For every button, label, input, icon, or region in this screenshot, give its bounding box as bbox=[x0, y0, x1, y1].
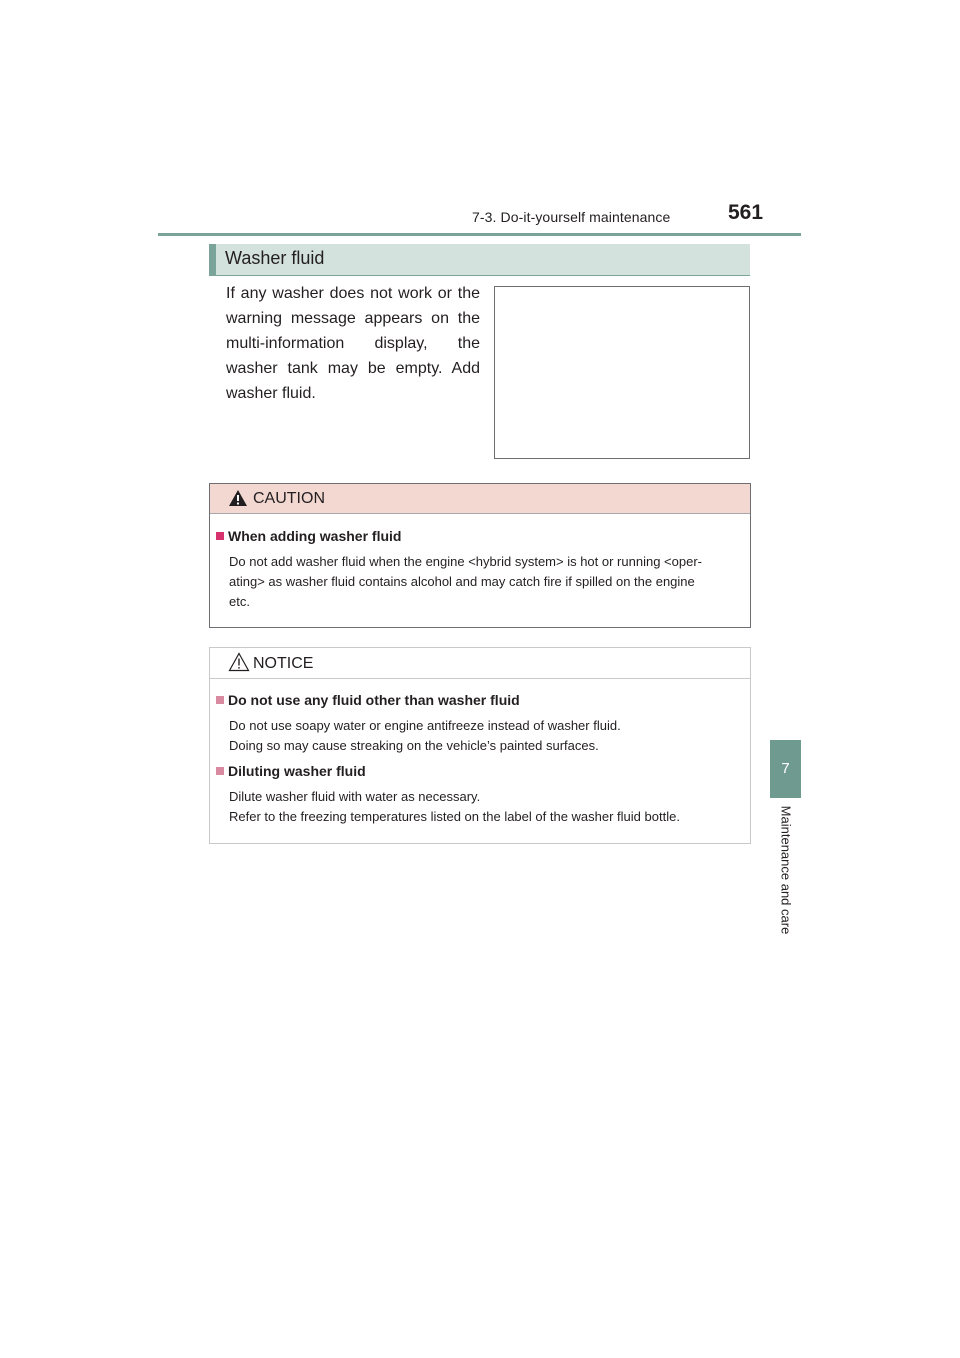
caution-item-heading: When adding washer fluid bbox=[216, 528, 401, 544]
caution-item-text: Do not add washer fluid when the engine <hybrid system> is hot or running <oper- ating> as washer fluid contains alcohol and may catch fire if spilled on the engine etc. bbox=[229, 554, 702, 609]
section-title: Washer fluid bbox=[225, 248, 325, 268]
warning-triangle-icon bbox=[228, 489, 248, 507]
section-title-accent bbox=[209, 244, 216, 275]
chapter-tab[interactable]: 7 bbox=[770, 740, 801, 798]
caution-label: CAUTION bbox=[253, 490, 325, 507]
bullet-square-icon bbox=[216, 696, 224, 704]
bullet-square-icon bbox=[216, 532, 224, 540]
notice-item-heading: Diluting washer fluid bbox=[216, 763, 366, 779]
running-header-section: 7-3. Do-it-yourself maintenance bbox=[472, 209, 671, 225]
header-rule bbox=[158, 233, 801, 236]
bullet-square-icon bbox=[216, 767, 224, 775]
notice-item-heading: Do not use any fluid other than washer fluid bbox=[216, 692, 520, 708]
notice-triangle-icon bbox=[228, 652, 250, 672]
caution-header bbox=[210, 484, 750, 514]
section-title-bar bbox=[209, 244, 750, 276]
chapter-tab-label: Maintenance and care bbox=[778, 805, 794, 935]
notice-label: NOTICE bbox=[253, 655, 314, 672]
notice-header bbox=[210, 648, 750, 679]
illustration-placeholder bbox=[494, 286, 750, 459]
notice-item-text: Do not use soapy water or engine antifreeze instead of washer fluid. Doing so may cause streaking on the vehicle’s painted surfaces. bbox=[229, 718, 621, 753]
page-number: 561 bbox=[728, 201, 764, 224]
notice-item-text: Dilute washer fluid with water as necessary. Refer to the freezing temperatures listed on the label of the washer fluid bottle. bbox=[229, 789, 680, 824]
section-body-text: If any washer does not work or the warning message appears on the multi-information display, the washer tank may be empty. Add washer fluid. bbox=[226, 285, 480, 402]
